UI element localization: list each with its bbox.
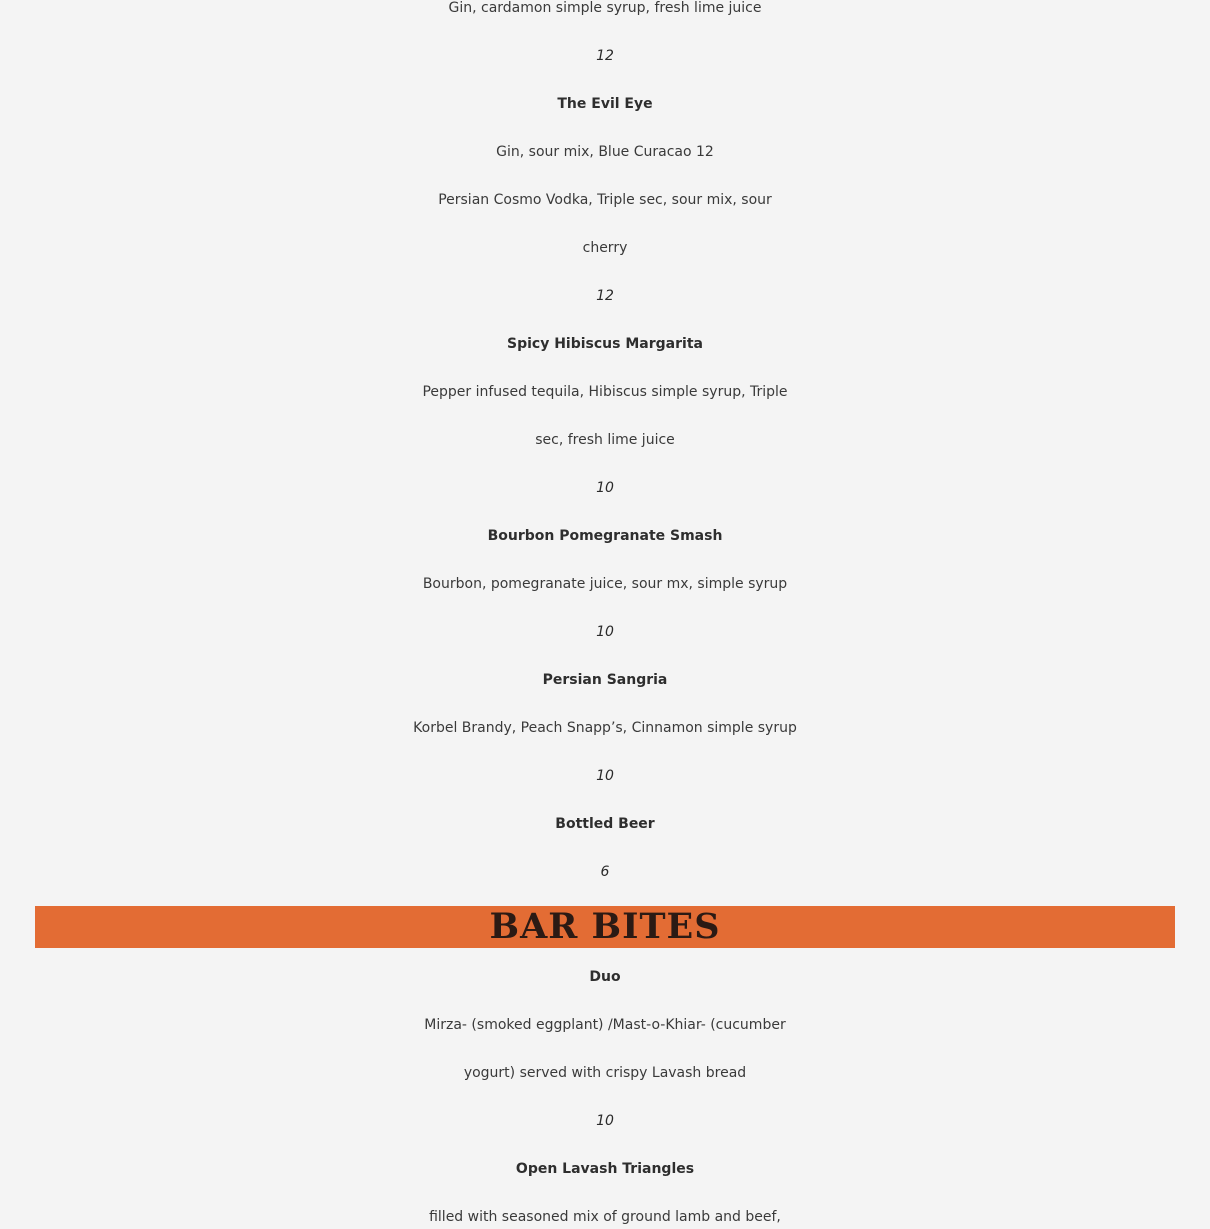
menu-item-description: Bourbon, pomegranate juice, sour mx, simple syrup [422, 576, 788, 592]
menu-item-description: Mirza- (smoked eggplant) /Mast-o-Khiar- (cucumber [424, 1017, 786, 1033]
menu-item-price: 6 [600, 864, 610, 880]
menu-item-name: Duo [589, 969, 621, 985]
menu-item-name: Spicy Hibiscus Margarita [507, 336, 703, 352]
menu-item-description: Korbel Brandy, Peach Snapp’s, Cinnamon simple syrup [413, 720, 797, 736]
menu-item-price: 12 [596, 48, 614, 64]
menu-item-price: 10 [596, 1113, 614, 1129]
menu-item-description: Persian Cosmo Vodka, Triple sec, sour mix, sour [438, 192, 772, 208]
menu-item-price: 10 [596, 480, 614, 496]
menu-item-price: 10 [596, 624, 614, 640]
menu-item-name: Bottled Beer [555, 816, 655, 832]
menu-item-name: Open Lavash Triangles [515, 1161, 695, 1177]
menu-item-description: sec, fresh lime juice [535, 432, 675, 448]
menu-item-price: 12 [596, 288, 614, 304]
menu-item-description: yogurt) served with crispy Lavash bread [463, 1065, 747, 1081]
section-heading: BAR BITES [489, 906, 721, 947]
menu-item-name: Bourbon Pomegranate Smash [487, 528, 723, 544]
menu-item-description: Gin, cardamon simple syrup, fresh lime juice [448, 0, 762, 16]
menu-item-description: cherry [582, 240, 628, 256]
menu-item-name: Persian Sangria [542, 672, 668, 688]
menu-item-description: Gin, sour mix, Blue Curacao 12 [496, 144, 714, 160]
menu-item-price: 10 [596, 768, 614, 784]
menu-item-description: Pepper infused tequila, Hibiscus simple syrup, Triple [422, 384, 788, 400]
menu-item-name: The Evil Eye [557, 96, 653, 112]
menu-item-description: filled with seasoned mix of ground lamb and beef, [429, 1209, 781, 1225]
section-banner [35, 906, 1175, 948]
